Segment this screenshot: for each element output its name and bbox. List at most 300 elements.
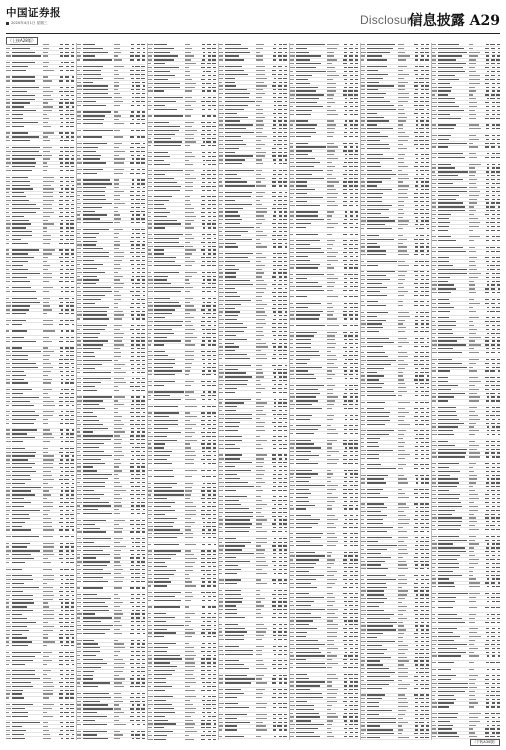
fineprint-text [6, 208, 9, 209]
table-row [6, 422, 74, 429]
table-cell [69, 447, 74, 450]
fineprint-text [6, 298, 9, 299]
table-cell [140, 294, 145, 297]
fineprint-text [83, 59, 112, 60]
fineprint-text [43, 591, 52, 592]
table-cell [69, 663, 74, 666]
fineprint-text [43, 324, 52, 325]
fineprint-text [12, 579, 33, 580]
table-cell [83, 154, 114, 157]
fineprint-text [12, 686, 32, 687]
fineprint-text [12, 558, 34, 559]
fineprint-text [114, 466, 119, 467]
fineprint-text [142, 682, 145, 683]
table-cell [114, 431, 128, 434]
fineprint-text [6, 660, 10, 661]
fineprint-text [6, 155, 10, 156]
fineprint-text [71, 494, 74, 495]
table-cell [83, 247, 114, 250]
fineprint-text [83, 155, 101, 156]
fineprint-text [142, 470, 145, 471]
table-row [77, 738, 145, 741]
table-cell [12, 733, 43, 736]
fineprint-text [83, 248, 103, 249]
table-cell [12, 711, 43, 714]
fineprint-text [77, 119, 81, 120]
fineprint-text [12, 151, 39, 152]
fineprint-text [77, 416, 82, 417]
table-cell [83, 371, 114, 374]
fineprint-text [141, 671, 145, 672]
table-cell [114, 613, 128, 616]
fineprint-text [6, 177, 10, 178]
fineprint-text [83, 244, 96, 245]
fineprint-text [72, 595, 74, 596]
table-cell [83, 442, 114, 445]
fineprint-text [43, 371, 50, 372]
table-cell [43, 301, 57, 304]
fineprint-text [43, 249, 54, 250]
fineprint-text [43, 704, 54, 705]
table-cell [12, 681, 43, 684]
fineprint-text [114, 478, 119, 479]
table-cell [12, 350, 43, 353]
disclosure-body [6, 37, 500, 742]
fineprint-text [43, 309, 52, 310]
table-cell [12, 136, 43, 139]
fineprint-text [141, 299, 145, 300]
fineprint-text [77, 443, 81, 444]
fineprint-text [43, 185, 51, 186]
fineprint-text [43, 347, 48, 348]
table-cell [43, 227, 57, 230]
fineprint-text [12, 697, 24, 698]
table-cell [69, 272, 74, 275]
fineprint-text [83, 169, 103, 170]
fineprint-text [6, 415, 9, 416]
table-cell [114, 497, 128, 500]
fineprint-text [70, 682, 74, 683]
fineprint-text [43, 44, 48, 45]
fineprint-text [114, 712, 123, 713]
table-cell [140, 59, 145, 62]
table-cell [12, 256, 43, 259]
table-cell [114, 190, 128, 193]
table-cell [69, 669, 74, 672]
table-cell [12, 737, 43, 740]
table-cell [43, 336, 57, 339]
table-cell [140, 435, 145, 438]
fineprint-text [6, 419, 9, 420]
fineprint-text [71, 518, 74, 519]
table-cell [12, 388, 43, 391]
table-cell [43, 574, 57, 577]
fineprint-text [83, 78, 103, 79]
fineprint-text [6, 475, 11, 476]
fineprint-text [141, 162, 145, 163]
fineprint-text [43, 170, 47, 171]
fineprint-text [141, 179, 145, 180]
fineprint-text [43, 529, 54, 530]
table-cell [114, 290, 128, 293]
table-cell [83, 100, 114, 103]
fineprint-text [70, 626, 74, 627]
fineprint-text [12, 452, 35, 453]
fineprint-text [114, 610, 122, 611]
fineprint-text [12, 114, 23, 115]
fineprint-text [6, 166, 9, 167]
table-cell [140, 628, 145, 631]
fineprint-text [77, 318, 80, 319]
table-cell [69, 440, 74, 443]
table-cell [69, 651, 74, 654]
fineprint-text [43, 192, 52, 193]
fineprint-text [141, 459, 144, 460]
fineprint-text [143, 704, 145, 705]
table-cell [114, 118, 128, 121]
fineprint-text [71, 363, 74, 364]
fineprint-text [77, 59, 80, 60]
table-cell [43, 462, 57, 465]
fineprint-text [12, 359, 28, 360]
table-cell [140, 251, 145, 254]
fineprint-text [114, 244, 120, 245]
table-cell [12, 663, 43, 666]
fineprint-text [141, 74, 145, 75]
fineprint-text [6, 704, 10, 705]
fineprint-text [83, 738, 108, 739]
fineprint-text [43, 305, 50, 306]
fineprint-text [71, 132, 74, 133]
table-cell [140, 446, 145, 449]
fineprint-text [83, 314, 107, 315]
fineprint-text [143, 214, 145, 215]
fineprint-text [70, 722, 74, 723]
bullet-square-icon [6, 22, 9, 25]
table-cell [114, 351, 128, 354]
fineprint-text [114, 675, 119, 676]
fineprint-text [114, 248, 119, 249]
fineprint-text [142, 344, 145, 345]
fineprint-text [77, 602, 81, 603]
table-cell [69, 286, 74, 289]
table-cell [43, 633, 57, 636]
table-cell [83, 263, 114, 266]
fineprint-text [12, 401, 29, 402]
table-cell [114, 359, 128, 362]
table-cell [12, 392, 43, 395]
fineprint-text [12, 76, 35, 77]
table-cell [12, 192, 43, 195]
fineprint-text [114, 348, 119, 349]
fineprint-text [43, 606, 48, 607]
table-cell [140, 279, 145, 282]
fineprint-text [77, 233, 80, 234]
table-cell [140, 100, 145, 103]
fineprint-text [77, 82, 81, 83]
fineprint-text [77, 214, 80, 215]
fineprint-text [83, 191, 105, 192]
fineprint-text [6, 324, 9, 325]
fineprint-text [12, 716, 28, 717]
table-cell [140, 150, 145, 153]
table-cell [69, 400, 74, 403]
fineprint-text [71, 62, 74, 63]
fineprint-text [77, 731, 81, 732]
fineprint-text [143, 598, 145, 599]
fineprint-text [83, 581, 108, 582]
table-cell [43, 557, 57, 560]
fineprint-text [83, 119, 104, 120]
fineprint-text [12, 277, 27, 278]
fineprint-text [71, 375, 74, 376]
table-cell [140, 654, 145, 657]
fineprint-text [77, 720, 80, 721]
fineprint-text [83, 554, 110, 555]
fineprint-text [83, 93, 108, 94]
fineprint-text [83, 486, 105, 487]
table-cell [43, 474, 57, 477]
table-cell [12, 55, 43, 58]
table-cell [43, 272, 57, 275]
fineprint-text [6, 269, 9, 270]
table-cell [43, 396, 57, 399]
fineprint-text [43, 355, 50, 356]
fineprint-text [83, 542, 93, 543]
fineprint-text [6, 606, 9, 607]
table-cell [83, 723, 114, 726]
table-cell [69, 69, 74, 72]
fineprint-text [43, 76, 48, 77]
fineprint-text [43, 716, 53, 717]
table-cell [114, 523, 128, 526]
fineprint-text [43, 490, 49, 491]
table-cell [140, 55, 145, 58]
fineprint-text [114, 655, 118, 656]
table-cell [43, 223, 57, 226]
table-cell [83, 359, 114, 362]
table-cell [114, 85, 128, 88]
table-cell [83, 367, 114, 370]
table-row [6, 125, 74, 132]
fineprint-text [6, 80, 10, 81]
table-cell [83, 381, 114, 384]
fineprint-text [12, 188, 33, 189]
table-cell [12, 121, 43, 124]
fineprint-text [71, 371, 73, 372]
table-cell [140, 85, 145, 88]
fineprint-text [77, 594, 81, 595]
table-cell [114, 485, 128, 488]
fineprint-text [77, 89, 82, 90]
table-cell [12, 195, 43, 198]
table-cell [140, 396, 145, 399]
fineprint-text [114, 169, 124, 170]
table-cell [43, 132, 57, 135]
table-cell [83, 587, 114, 590]
fineprint-text [43, 136, 47, 137]
fineprint-text [114, 147, 118, 148]
table-cell [43, 459, 57, 462]
table-cell [83, 700, 114, 703]
table-cell [140, 715, 145, 718]
table-cell [12, 43, 43, 46]
table-cell [83, 489, 114, 492]
fineprint-text [6, 587, 10, 588]
table-cell [69, 497, 74, 500]
table-cell [140, 298, 145, 301]
fineprint-text [114, 528, 122, 529]
fineprint-text [142, 478, 144, 479]
table-cell [83, 179, 114, 182]
fineprint-text [70, 562, 74, 563]
fineprint-text [12, 80, 35, 81]
fineprint-text [83, 431, 93, 432]
fineprint-text [83, 48, 103, 49]
table-cell [43, 673, 57, 676]
table-cell [140, 340, 145, 343]
fineprint-text [6, 76, 10, 77]
table-cell [12, 61, 43, 64]
fineprint-text [6, 575, 11, 576]
fineprint-text [114, 447, 122, 448]
table-cell [114, 715, 128, 718]
table-cell [69, 451, 74, 454]
fineprint-text [70, 235, 74, 236]
fineprint-text [114, 606, 120, 607]
table-cell [83, 650, 114, 653]
table-cell [69, 256, 74, 259]
fineprint-text [6, 265, 11, 266]
fineprint-text [70, 506, 74, 507]
table-cell [12, 113, 43, 116]
table-cell [69, 673, 74, 676]
table-cell [43, 203, 57, 206]
fineprint-text [43, 257, 48, 258]
table-cell [43, 230, 57, 233]
fineprint-text [83, 136, 101, 137]
fineprint-text [12, 479, 31, 480]
table-cell [43, 117, 57, 120]
fineprint-text [71, 645, 74, 646]
fineprint-text [114, 554, 120, 555]
fineprint-text [12, 690, 23, 691]
fineprint-text [43, 298, 50, 299]
fineprint-text [72, 405, 74, 406]
table-cell [83, 385, 114, 388]
table-cell [140, 470, 145, 473]
fineprint-text [83, 720, 95, 721]
fineprint-text [71, 204, 74, 205]
table-cell [140, 336, 145, 339]
table-cell [140, 96, 145, 99]
table-cell [43, 169, 57, 172]
table-cell [69, 641, 74, 644]
table-cell [114, 202, 128, 205]
fineprint-text [83, 682, 110, 683]
table-cell [43, 535, 57, 538]
table-cell [43, 43, 57, 46]
fineprint-text [114, 89, 118, 90]
table-cell [69, 162, 74, 165]
fineprint-text [77, 111, 81, 112]
fineprint-text [12, 463, 34, 464]
fineprint-text [71, 291, 74, 292]
fineprint-text [114, 325, 121, 326]
table-cell [12, 501, 43, 504]
fineprint-text [43, 291, 49, 292]
fineprint-text [43, 80, 52, 81]
table-cell [69, 633, 74, 636]
fineprint-text [114, 513, 119, 514]
fineprint-text [6, 309, 10, 310]
fineprint-text [6, 463, 10, 464]
fineprint-text [141, 264, 145, 265]
fineprint-text [43, 212, 54, 213]
table-cell [43, 98, 57, 101]
table-cell [12, 165, 43, 168]
fineprint-text [6, 554, 9, 555]
fineprint-text [77, 291, 81, 292]
table-cell [43, 529, 57, 532]
table-cell [43, 602, 57, 605]
table-cell [114, 340, 128, 343]
table-cell [43, 260, 57, 263]
table-cell [69, 693, 74, 696]
table-cell [69, 336, 74, 339]
table-cell [43, 392, 57, 395]
table-cell [140, 351, 145, 354]
table-cell [83, 685, 114, 688]
fineprint-text [83, 716, 107, 717]
table-cell [69, 374, 74, 377]
fineprint-text [141, 439, 145, 440]
table-cell [69, 366, 74, 369]
fineprint-text [142, 554, 145, 555]
fineprint-text [12, 656, 35, 657]
fineprint-text [6, 558, 10, 559]
table-row [6, 535, 74, 542]
fineprint-text [77, 577, 81, 578]
table-cell [140, 73, 145, 76]
fineprint-text [83, 693, 109, 694]
fineprint-text [83, 505, 111, 506]
table-cell [43, 286, 57, 289]
table-cell [43, 451, 57, 454]
fineprint-text [6, 452, 11, 453]
fineprint-text [114, 48, 120, 49]
table-cell [43, 689, 57, 692]
table-cell [69, 455, 74, 458]
fineprint-text [43, 227, 47, 228]
fineprint-text [142, 248, 145, 249]
fineprint-text [43, 618, 53, 619]
table-cell [114, 158, 128, 161]
fineprint-text [114, 505, 122, 506]
header-rule [6, 33, 500, 34]
fineprint-text [142, 693, 145, 694]
table-cell [114, 244, 128, 247]
fineprint-text [43, 423, 48, 424]
fineprint-text [114, 199, 119, 200]
fineprint-text [77, 314, 82, 315]
table-cell [140, 255, 145, 258]
table-cell [12, 590, 43, 593]
table-cell [12, 707, 43, 710]
table-cell [12, 669, 43, 672]
fineprint-text [12, 261, 28, 262]
fineprint-text [114, 279, 120, 280]
